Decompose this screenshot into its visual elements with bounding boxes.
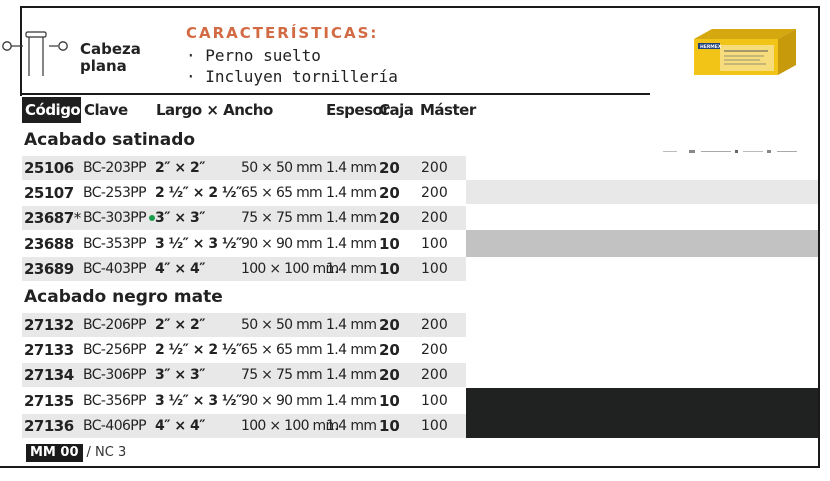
cell-code: 27135 <box>24 392 74 410</box>
cell-mm: 90 × 90 mm <box>241 393 322 409</box>
cell-master: 100 <box>421 261 448 277</box>
section-title: Acabado satinado <box>24 130 196 150</box>
frame-right-border <box>818 6 820 468</box>
image-artifact <box>663 150 797 153</box>
cell-largo: 3 ½″ × 3 ½″ <box>155 393 242 409</box>
table-row <box>22 414 466 438</box>
cell-master: 200 <box>421 367 448 383</box>
cell-largo: 2 ½″ × 2 ½″ <box>155 185 242 201</box>
cell-code <box>24 206 81 230</box>
cell-largo: 2″ × 2″ <box>155 317 205 333</box>
cell-clave: BC-353PP <box>83 236 146 252</box>
cell-espesor: 1.4 mm <box>326 342 377 358</box>
cell-mm: 75 × 75 mm <box>241 210 322 226</box>
cell-caja: 20 <box>379 159 400 177</box>
column-header-caja: Caja <box>379 101 414 119</box>
cell-mm: 50 × 50 mm <box>241 317 322 333</box>
cell-clave: BC-206PP <box>83 317 146 333</box>
footer-text: / NC 3 <box>86 445 127 460</box>
cell-clave <box>83 206 155 230</box>
column-header-codigo: Código <box>22 97 81 123</box>
cell-master: 100 <box>421 236 448 252</box>
cell-largo: 4″ × 4″ <box>155 418 205 434</box>
cell-code: 23689 <box>24 260 74 278</box>
cell-clave: BC-203PP <box>83 160 146 176</box>
table-row <box>22 389 466 413</box>
column-header-espesor: Espesor <box>326 101 390 119</box>
cell-mm: 50 × 50 mm <box>241 160 322 176</box>
cell-code: 27136 <box>24 417 74 435</box>
cell-espesor: 1.4 mm <box>326 393 377 409</box>
cell-caja: 20 <box>379 184 400 202</box>
cell-mm: 100 × 100 mm <box>241 418 339 434</box>
cell-clave: BC-256PP <box>83 342 146 358</box>
cell-mm: 65 × 65 mm <box>241 342 322 358</box>
cell-espesor: 1.4 mm <box>326 185 377 201</box>
header-rule <box>20 93 650 95</box>
cell-clave-value: BC-303PP <box>83 210 146 226</box>
cell-caja: 10 <box>379 392 400 410</box>
head-type-line-1: Cabeza <box>80 40 141 58</box>
frame-bottom-border <box>0 466 820 468</box>
table-row <box>22 338 466 362</box>
cell-code: 25106 <box>24 159 74 177</box>
cell-caja: 20 <box>379 209 400 227</box>
cell-espesor: 1.4 mm <box>326 261 377 277</box>
cell-largo: 3 ½″ × 3 ½″ <box>155 236 242 252</box>
cell-master: 200 <box>421 317 448 333</box>
cell-espesor: 1.4 mm <box>326 236 377 252</box>
column-header-master: Máster <box>420 101 476 119</box>
cell-espesor: 1.4 mm <box>326 367 377 383</box>
cell-master: 200 <box>421 342 448 358</box>
section-title: Acabado negro mate <box>24 287 223 307</box>
cell-caja: 10 <box>379 235 400 253</box>
cell-largo: 2 ½″ × 2 ½″ <box>155 342 242 358</box>
cell-code-value: 23687 <box>24 209 74 227</box>
cell-largo: 3″ × 3″ <box>155 210 205 226</box>
table-row <box>22 181 466 205</box>
flat-head-hinge-icon <box>0 28 80 78</box>
column-header-clave: Clave <box>84 101 128 119</box>
cell-code: 27132 <box>24 316 74 334</box>
cell-mm: 75 × 75 mm <box>241 367 322 383</box>
cell-largo: 4″ × 4″ <box>155 261 205 277</box>
table-row <box>22 257 466 281</box>
cell-master: 100 <box>421 393 448 409</box>
head-type-label <box>80 41 141 75</box>
cell-mm: 90 × 90 mm <box>241 236 322 252</box>
features-list <box>186 45 398 87</box>
cell-clave: BC-306PP <box>83 367 146 383</box>
table-row <box>22 206 466 230</box>
product-brand: HERMEX <box>700 45 722 50</box>
cell-caja: 10 <box>379 417 400 435</box>
cell-espesor: 1.4 mm <box>326 317 377 333</box>
cell-code: 23688 <box>24 235 74 253</box>
feature-item: · Incluyen tornillería <box>186 67 398 86</box>
cell-clave: BC-406PP <box>83 418 146 434</box>
side-band <box>466 230 818 257</box>
column-header-largo-ancho: Largo × Ancho <box>156 101 273 119</box>
cell-code: 27133 <box>24 341 74 359</box>
cell-largo: 2″ × 2″ <box>155 160 205 176</box>
side-band <box>466 180 818 204</box>
asterisk-mark: * <box>73 209 81 227</box>
cell-caja: 20 <box>379 341 400 359</box>
cell-largo: 3″ × 3″ <box>155 367 205 383</box>
cell-master: 200 <box>421 185 448 201</box>
cell-code: 27134 <box>24 366 74 384</box>
cell-espesor: 1.4 mm <box>326 160 377 176</box>
cell-mm: 100 × 100 mm <box>241 261 339 277</box>
features-title: CARACTERÍSTICAS: <box>186 24 379 42</box>
feature-item: · Perno suelto <box>186 46 321 65</box>
head-type-line-2: plana <box>80 57 127 75</box>
box-of-hinges-icon <box>690 27 798 77</box>
cell-caja: 10 <box>379 260 400 278</box>
cell-master: 100 <box>421 418 448 434</box>
cell-clave: BC-253PP <box>83 185 146 201</box>
cell-master: 200 <box>421 210 448 226</box>
cell-code: 25107 <box>24 184 74 202</box>
table-row <box>22 363 466 387</box>
cell-espesor: 1.4 mm <box>326 210 377 226</box>
cell-clave: BC-356PP <box>83 393 146 409</box>
cell-caja: 20 <box>379 316 400 334</box>
table-row <box>22 313 466 337</box>
cell-clave: BC-403PP <box>83 261 146 277</box>
page-footer <box>26 444 126 462</box>
cell-caja: 20 <box>379 366 400 384</box>
table-row <box>22 156 466 180</box>
table-row <box>22 232 466 256</box>
footer-badge: MM 00 <box>26 444 83 462</box>
side-band <box>466 388 818 438</box>
frame-top-border <box>20 6 820 8</box>
cell-espesor: 1.4 mm <box>326 418 377 434</box>
cell-mm: 65 × 65 mm <box>241 185 322 201</box>
cell-master: 200 <box>421 160 448 176</box>
